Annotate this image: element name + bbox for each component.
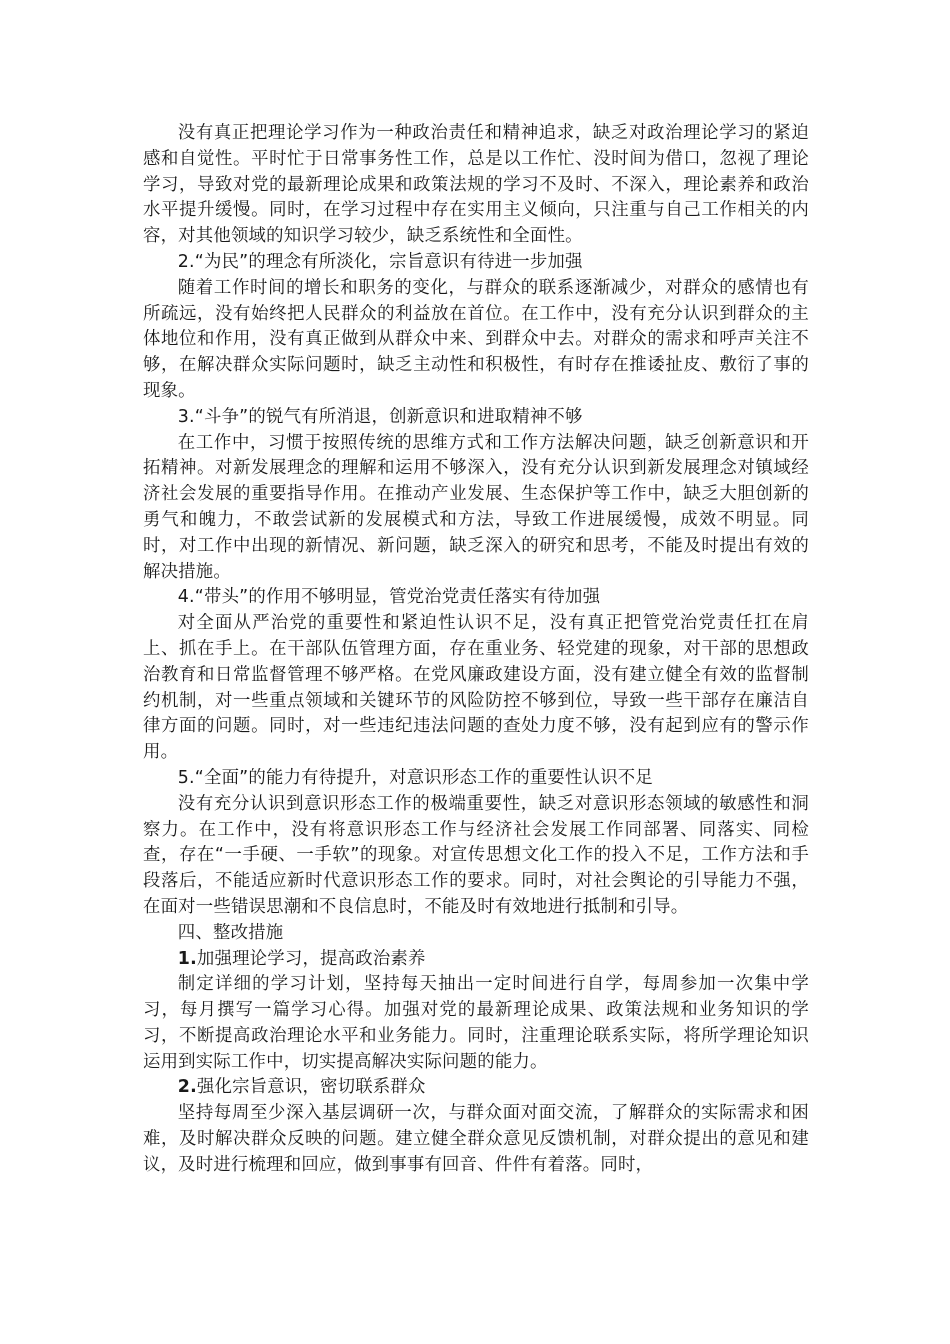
paragraph-ideology-work: 没有充分认识到意识形态工作的极端重要性，缺乏对意识形态领域的敏感性和洞察力。在工作中，没有将意识形态工作与经济社会发展工作同部署、同落实、同检查，存在“一手硬、一手软”的现象。对宣传思想文化工作的投入不足，工作方法和手段落后，不能适应新时代意识形态工作的要求。同时，对社会舆论的引导能力不强，在面对一些错误思潮和不良信息时，不能及时有效地进行抵制和引导。 <box>143 793 809 917</box>
paragraph-serve-people: 随着工作时间的增长和职务的变化，与群众的联系逐渐减少，对群众的感情也有所疏远，没有始终把人民群众的利益放在首位。在工作中，没有充分认识到群众的主体地位和作用，没有真正做到从群众中来、到群众中去。对群众的需求和呼声关注不够，在解决群众实际问题时，缺乏主动性和积极性，有时存在推诿扯皮、敷衍了事的现象。 <box>143 277 809 401</box>
subheading-number: 2. <box>177 1077 197 1098</box>
paragraph-struggle-spirit: 在工作中，习惯于按照传统的思维方式和工作方法解决问题，缺乏创新意识和开拓精神。对新发展理念的理解和运用不够深入，没有充分认识到新发展理念对镇域经济社会发展的重要指导作用。在推动产业发展、生态保护等工作中，缺乏大胆创新的勇气和魄力，不敢尝试新的发展模式和方法，导致工作进展缓慢，成效不明显。同时，对工作中出现的新情况、新问题，缺乏深入的研究和思考，不能及时提出有效的解决措施。 <box>143 432 809 582</box>
paragraph-purpose-awareness: 坚持每周至少深入基层调研一次，与群众面对面交流，了解群众的实际需求和困难，及时解决群众反映的问题。建立健全群众意见反馈机制，对群众提出的意见和建议，及时进行梳理和回应，做到事事有回音、件件有着落。同时， <box>143 1103 809 1175</box>
paragraph-lead-role: 对全面从严治党的重要性和紧迫性认识不足，没有真正把管党治党责任扛在肩上、抓在手上。在干部队伍管理方面，存在重业务、轻党建的现象，对干部的思想政治教育和日常监督管理不够严格。在党风廉政建设方面，没有建立健全有效的监督制约机制，对一些重点领域和关键环节的风险防控不够到位，导致一些干部存在廉洁自律方面的问题。同时，对一些违纪违法问题的查处力度不够，没有起到应有的警示作用。 <box>143 613 809 763</box>
heading-serve-people: 2.“为民”的理念有所淡化，宗旨意识有待进一步加强 <box>177 251 583 272</box>
subheading-number: 1. <box>177 948 197 969</box>
heading-ideology-work: 5.“全面”的能力有待提升，对意识形态工作的重要性认识不足 <box>177 767 653 788</box>
section-heading-rectification: 四、整改措施 <box>177 922 284 943</box>
subheading-purpose-awareness <box>143 1075 809 1101</box>
heading-struggle-spirit: 3.“斗争”的锐气有所消退，创新意识和进取精神不够 <box>177 406 583 427</box>
subheading-text: 强化宗旨意识，密切联系群众 <box>196 1077 426 1098</box>
document-body <box>143 121 809 1179</box>
subheading-strengthen-study <box>143 947 809 973</box>
heading-lead-role: 4.“带头”的作用不够明显，管党治党责任落实有待加强 <box>177 587 601 608</box>
paragraph-theory-study: 没有真正把理论学习作为一种政治责任和精神追求，缺乏对政治理论学习的紧迫感和自觉性。平时忙于日常事务性工作，总是以工作忙、没时间为借口，忽视了理论学习，导致对党的最新理论成果和政策法规的学习不及时、不深入，理论素养和政治水平提升缓慢。同时，在学习过程中存在实用主义倾向，只注重与自己工作相关的内容，对其他领域的知识学习较少，缺乏系统性和全面性。 <box>143 123 809 247</box>
paragraph-strengthen-study: 制定详细的学习计划，坚持每天抽出一定时间进行自学，每周参加一次集中学习，每月撰写一篇学习心得。加强对党的最新理论成果、政策法规和业务知识的学习，不断提高政治理论水平和业务能力。同时，注重理论联系实际，将所学理论知识运用到实际工作中，切实提高解决实际问题的能力。 <box>143 974 809 1072</box>
subheading-text: 加强理论学习，提高政治素养 <box>196 948 426 969</box>
